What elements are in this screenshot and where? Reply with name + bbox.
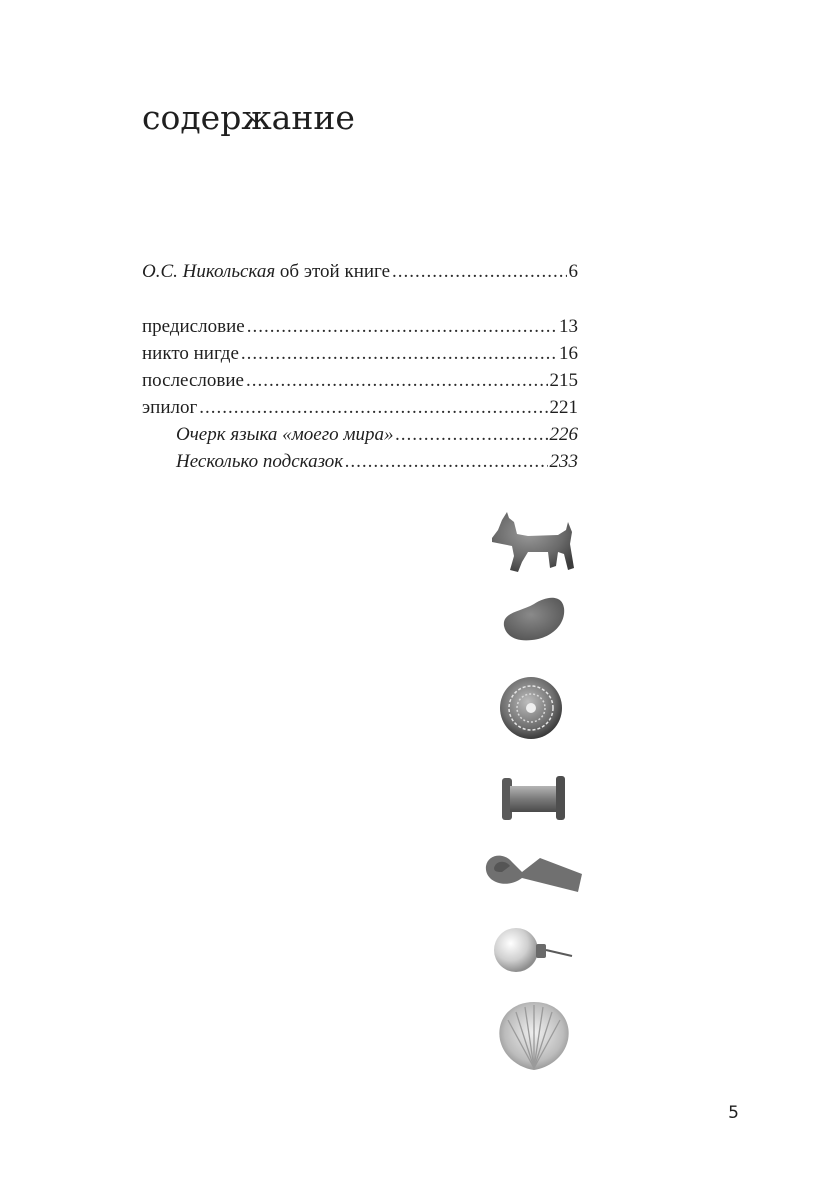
button-icon — [498, 675, 564, 741]
toc-entry-foreword[interactable] — [142, 313, 578, 340]
toc-entry-label: предисловие — [142, 316, 245, 337]
toc-entry-intro[interactable] — [142, 258, 578, 285]
toc-entry-page: 226 — [549, 424, 578, 445]
toc-entry-page: 16 — [559, 343, 578, 364]
decorative-objects-column — [478, 500, 598, 1090]
toc-subentry-hints[interactable] — [142, 448, 578, 475]
toc-entry-label: послесловие — [142, 370, 244, 391]
toc-leader-dots — [246, 367, 548, 394]
toc-entry-label: эпилог — [142, 397, 198, 418]
toc-entry-page: 221 — [549, 397, 578, 418]
toc-leader-dots — [199, 394, 547, 421]
table-of-contents — [142, 258, 578, 475]
toc-entry-page: 6 — [568, 261, 578, 282]
toc-entry-label: Очерк языка «моего мира» — [176, 424, 394, 445]
toc-entry-label — [142, 258, 390, 285]
toc-leader-dots — [247, 313, 557, 340]
toc-leader-dots — [392, 258, 566, 285]
toc-entry-page: 215 — [549, 370, 578, 391]
toc-leader-dots — [395, 421, 547, 448]
seashell-icon — [496, 1000, 572, 1072]
toc-entry-nobody-nowhere[interactable] — [142, 340, 578, 367]
spool-icon — [500, 774, 570, 824]
pebble-icon — [500, 592, 570, 644]
toc-entry-page: 233 — [549, 451, 578, 472]
page-number: 5 — [728, 1103, 739, 1123]
ribbon-icon — [482, 850, 586, 896]
dog-figurine-icon — [488, 508, 588, 574]
pearl-earring-icon — [492, 924, 576, 976]
toc-entry-page: 13 — [559, 316, 578, 337]
toc-entry-author: О.С. Никольская — [142, 261, 276, 282]
toc-entry-epilogue[interactable] — [142, 394, 578, 421]
toc-entry-label: Несколько подсказок — [176, 451, 344, 472]
toc-entry-label: никто нигде — [142, 343, 239, 364]
page-title: содержание — [142, 98, 355, 137]
toc-leader-dots — [241, 340, 557, 367]
toc-entry-afterword[interactable] — [142, 367, 578, 394]
toc-subentry-language-essay[interactable] — [142, 421, 578, 448]
toc-entry-title: об этой книге — [279, 261, 391, 282]
toc-leader-dots — [345, 448, 547, 475]
